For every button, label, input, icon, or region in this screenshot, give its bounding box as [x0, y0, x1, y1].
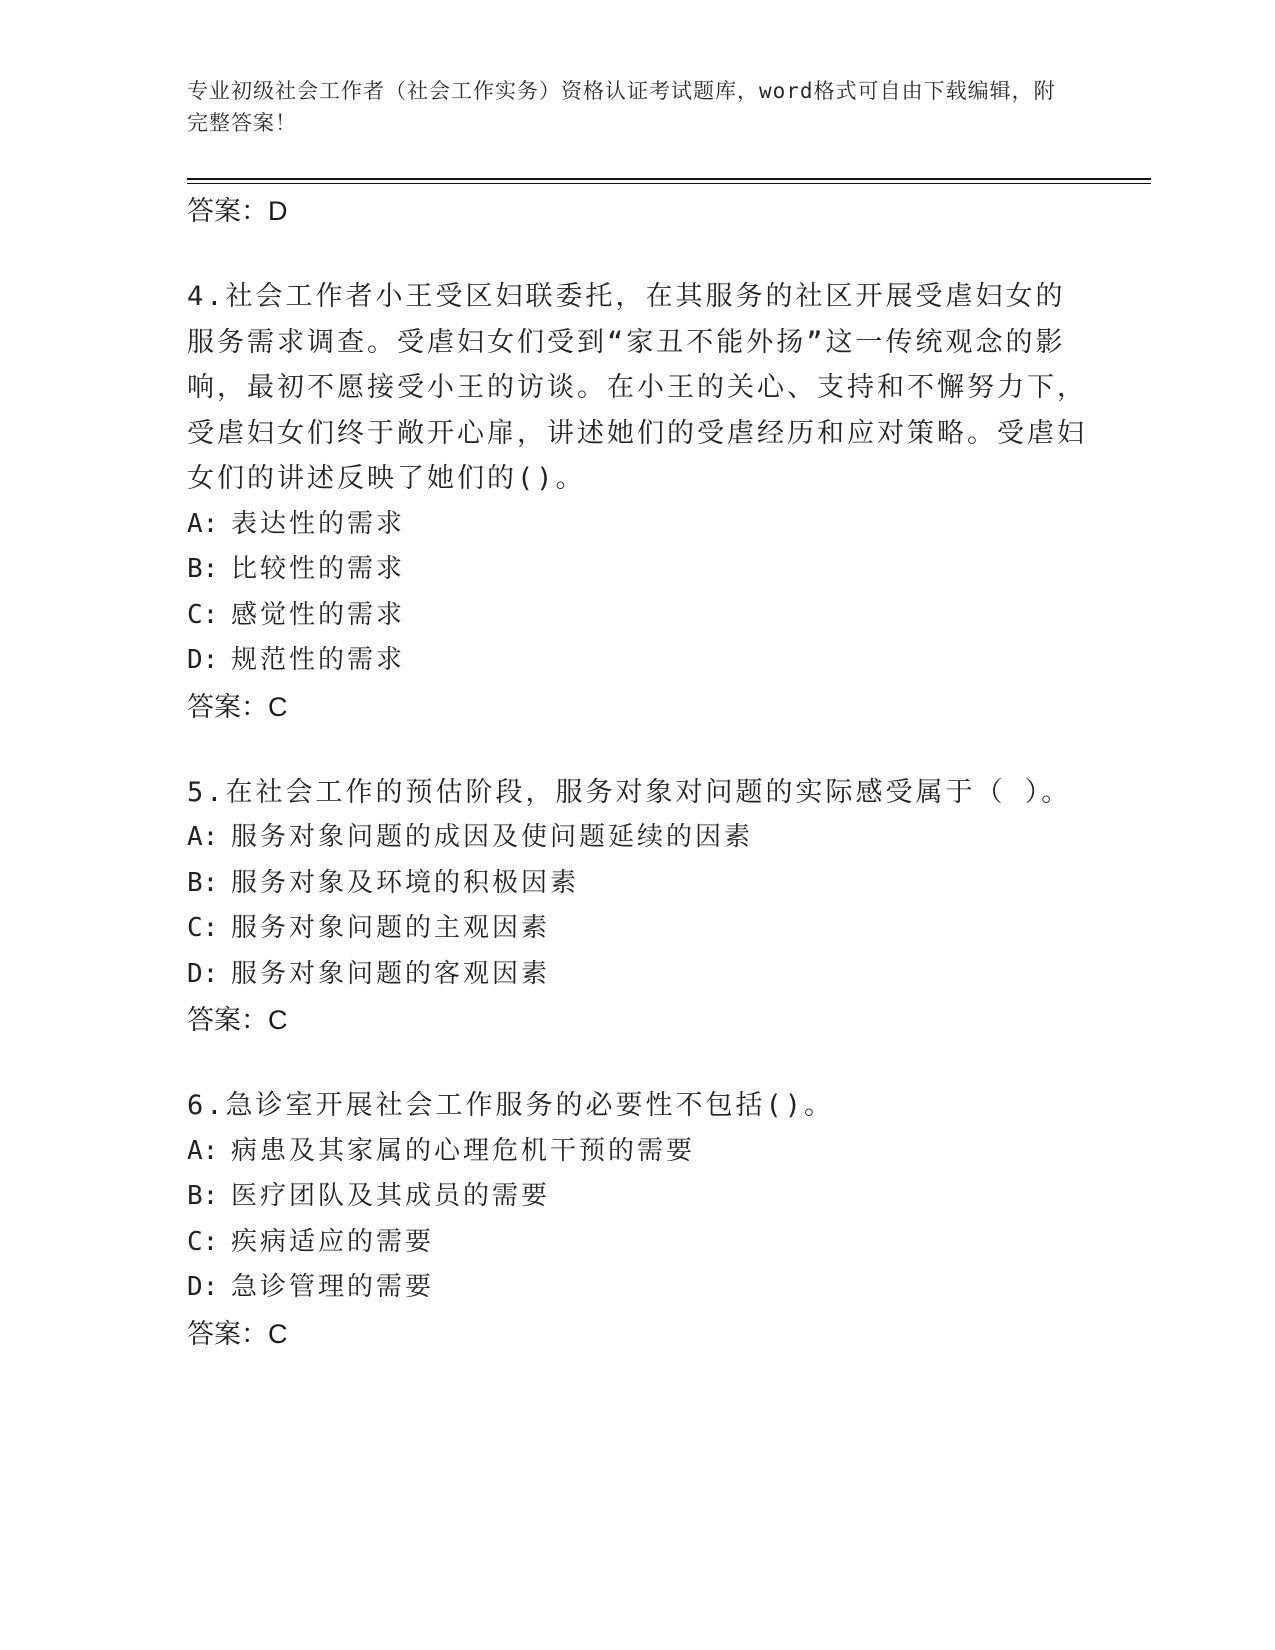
option-text: 服务对象及环境的积极因素: [231, 867, 580, 898]
option-text: 疾病适应的需要: [231, 1226, 435, 1257]
option-letter: D:: [187, 1272, 219, 1302]
option-b: [187, 547, 1087, 593]
option-d: [187, 952, 1087, 998]
option-letter: B:: [187, 867, 219, 898]
option-b: [187, 1174, 1087, 1220]
question-stem: 6.急诊室开展社会工作服务的必要性不包括()。: [187, 1090, 835, 1121]
option-letter: C:: [187, 913, 219, 943]
option-text: 医疗团队及其成员的需要: [231, 1181, 551, 1211]
answer-line: 答案：D: [187, 196, 288, 226]
question-4: [187, 274, 1087, 730]
option-text: 病患及其家属的心理危机干预的需要: [231, 1135, 696, 1166]
option-letter: C:: [187, 599, 219, 630]
option-text: 急诊管理的需要: [231, 1272, 435, 1302]
answer-line: 答案：C: [187, 1318, 288, 1349]
question-list: [187, 188, 1087, 1357]
option-letter: C:: [187, 1226, 219, 1257]
option-d: [187, 1265, 1087, 1311]
option-letter: B:: [187, 1181, 219, 1211]
header-rule-thick: [187, 178, 1151, 180]
question-stem: 4.社会工作者小王受区妇联委托，在其服务的社区开展受虐妇女的服务需求调查。受虐妇女们受到“家丑不能外扬”这一传统观念的影响，最初不愿接受小王的访谈。在小王的关心、支持和不懈努力下，受虐妇女们终于敞开心扉，讲述她们的受虐经历和应对策略。受虐妇女们的讲述反映了她们的()。: [187, 281, 1087, 494]
option-a: [187, 1129, 1087, 1175]
option-text: 服务对象问题的成因及使问题延续的因素: [231, 822, 754, 852]
header-rule-thin: [187, 183, 1151, 184]
option-text: 规范性的需求: [231, 645, 406, 675]
option-text: 服务对象问题的客观因素: [231, 958, 551, 989]
option-letter: B:: [187, 554, 219, 584]
option-d: [187, 638, 1087, 684]
answer-line: 答案：C: [187, 1005, 288, 1035]
option-a: [187, 815, 1087, 861]
question-6: [187, 1083, 1087, 1357]
question-stem: 5.在社会工作的预估阶段，服务对象对问题的实际感受属于（ ）。: [187, 776, 1072, 808]
option-c: [187, 593, 1087, 639]
option-text: 感觉性的需求: [231, 599, 406, 630]
answer-line: 答案：C: [187, 691, 288, 722]
option-a: [187, 502, 1087, 548]
option-text: 比较性的需求: [231, 554, 406, 584]
option-text: 服务对象问题的主观因素: [231, 913, 551, 943]
page-header: [187, 75, 1067, 139]
option-text: 表达性的需求: [231, 508, 406, 539]
question-5: [187, 770, 1087, 1044]
header-title: 专业初级社会工作者（社会工作实务）资格认证考试题库，word格式可自由下载编辑，附完整答案！: [187, 79, 1056, 135]
option-c: [187, 906, 1087, 952]
option-letter: A:: [187, 822, 219, 852]
option-c: [187, 1220, 1087, 1266]
option-b: [187, 861, 1087, 907]
option-letter: A:: [187, 1135, 219, 1166]
option-letter: A:: [187, 508, 219, 539]
option-letter: D:: [187, 645, 219, 675]
option-letter: D:: [187, 958, 219, 989]
